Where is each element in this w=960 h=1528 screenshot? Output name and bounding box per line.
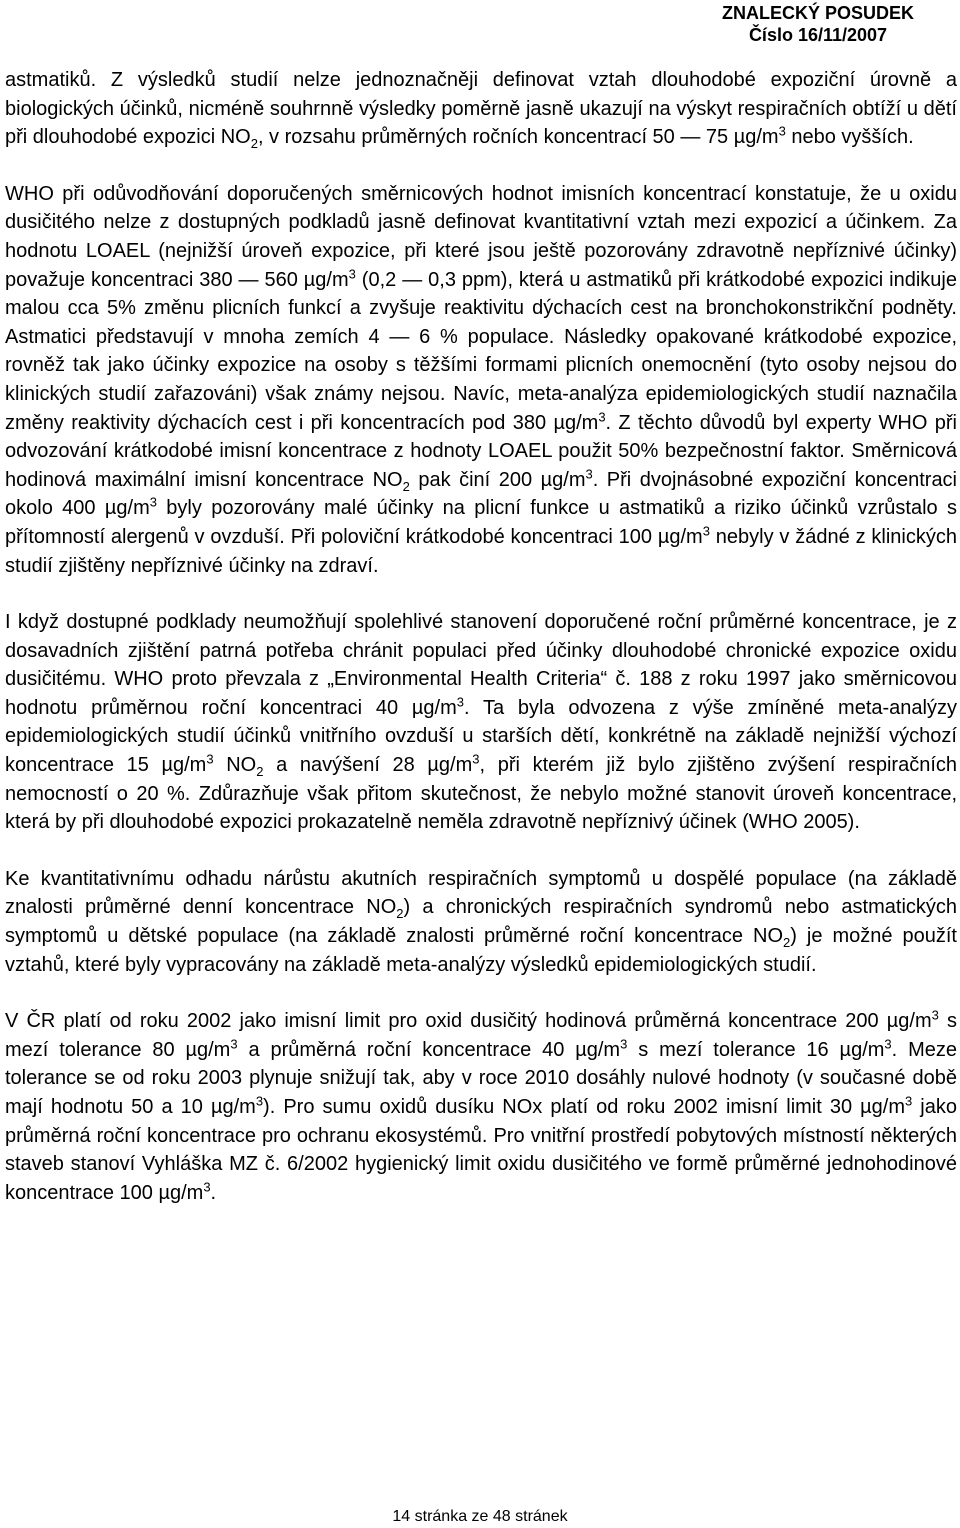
text-run: nebyly v žádné z klinických studií zjištěny nepříznivé účinky na zdraví.: [5, 525, 958, 577]
document-header: [722, 2, 914, 46]
superscript: 3: [255, 1093, 264, 1109]
subscript: 2: [256, 764, 264, 780]
paragraph-czech-limits: [5, 1007, 957, 1207]
paragraph-annual-concentration: [5, 608, 957, 837]
text-run: astmatiků. Z výsledků studií nelze jednoznačněji definovat vztah dlouhodobé expoziční úrovně a biologických účinků, nicméně souhrnně výsledky poměrně jasně ukazují na výskyt respiračních obtíží u dětí při dlouhodobé expozici NO: [5, 69, 957, 149]
paragraph-who-loael: [5, 180, 957, 580]
text-run: . Ta byla odvozena z výše zmíněné meta-analýzy epidemiologických studií účinků vnitřního ovzduší u starších dětí, konkrétně na základě nejnižší výchozí koncentrace 15 µg/m: [5, 696, 957, 777]
text-run: V ČR platí od roku 2002 jako imisní limit pro oxid dusičitý hodinová průměrná koncentrace 200 µg/m: [5, 1010, 932, 1033]
text-run: Ke kvantitativnímu odhadu nárůstu akutních respiračních symptomů u dospělé populace (na základě znalosti průměrné denní koncentrace NO: [5, 867, 957, 919]
text-run: .: [210, 1181, 217, 1204]
superscript: 3: [348, 265, 356, 281]
text-run: NO: [213, 754, 257, 777]
text-run: jako průměrná roční koncentrace pro ochranu ekosystémů. Pro vnitřní prostředí pobytových místností některých staveb stanoví Vyhláška MZ č. 6/2002 hygienický limit oxidu dusičitého ve formě průměrné jednohodinové koncentrace 100 µg/m: [5, 1096, 957, 1204]
paragraph-asthmatics-exposure: [5, 66, 957, 152]
text-run: nebo vyšších.: [785, 126, 914, 149]
text-run: I když dostupné podklady neumožňují spolehlivé stanovení doporučené roční průměrné koncentrace, je z dosavadních zjištění patrná potřeba chránit populaci před účinky dlouhodobé chronické expozice oxidu dusičitému. WHO proto převzala z „Environmental Health Criteria“ č. 188 z roku 1997 jako směrnicovou hodnotu průměrnou roční koncentraci 40 µg/m: [5, 611, 957, 719]
text-run: , při kterém již bylo zjištěno zvýšení respiračních nemocností o 20 %. Zdůrazňuje však přitom skutečnost, že nebylo možné stanovit úroveň koncentrace, která by při dlouhodobé expozici prokazatelně neměla zdravotně nepříznivý účinek (WHO 2005).: [5, 754, 957, 834]
document-number: Číslo 16/11/2007: [748, 25, 888, 45]
superscript: 3: [230, 1036, 238, 1052]
text-run: ). Pro sumu oxidů dusíku NOx platí od roku 2002 imisní limit 30 µg/m: [263, 1096, 906, 1118]
text-run: ) je možné použít vztahů, které byly vypracovány na základě meta-analýzy výsledků epidemiologických studií.: [5, 925, 957, 976]
text-run: , v rozsahu průměrných ročních koncentrací 50 — 75 µg/m: [257, 126, 779, 149]
text-run: s mezí tolerance 16 µg/m: [627, 1038, 885, 1061]
text-run: pak činí 200 µg/m: [409, 468, 586, 491]
superscript: 3: [620, 1036, 628, 1052]
superscript: 3: [884, 1036, 892, 1052]
superscript: 3: [778, 123, 786, 139]
subscript: 2: [396, 906, 404, 922]
superscript: 3: [456, 694, 464, 710]
document-body: [5, 66, 957, 1207]
text-run: (0,2 — 0,3 ppm), která u astmatiků při krátkodobé expozici indikuje malou cca 5% změnu plicních funkcí a zvyšuje reaktivitu dýchacích cest na bronchokonstrikční podněty. Astmatici představují v mnoha zemích 4 — 6 % populace. Následky opakované krátkodobé expozice, rovněž tak jako účinky expozice na osoby s těžšími formami plicních onemocnění (tyto osoby nejsou do klinických studií zařazováni) však známy nejsou. Navíc, meta-analýza epidemiologických studií naznačila změny reaktivity dýchacích cest i při koncentracích pod 380 µg/m: [5, 268, 957, 434]
superscript: 3: [702, 523, 710, 539]
superscript: 3: [203, 1179, 211, 1195]
subscript: 2: [402, 478, 410, 494]
document-title: ZNALECKÝ POSUDEK: [721, 3, 914, 23]
text-run: WHO při odůvodňování doporučených směrnicových hodnot imisních koncentrací konstatuje, že u oxidu dusičitého nelze z dostupných podkladů jasně definovat kvantitativní vztah mezi expozicí a účinkem. Za hodnotu LOAEL (nejnižší úroveň expozice, při které jsou ještě pozorovány zdravotně nepříznivé účinky) považuje koncentraci 380 — 560 µg/m: [5, 182, 957, 291]
paragraph-quantitative-estimate: [5, 865, 957, 979]
page-number-footer: 14 stránka ze 48 stránek: [392, 1508, 568, 1525]
superscript: 3: [585, 466, 593, 482]
text-run: a navýšení 28 µg/m: [263, 754, 473, 777]
text-run: a průměrná roční koncentrace 40 µg/m: [237, 1038, 621, 1061]
text-run: . Z těchto důvodů byl experty WHO při odvozování krátkodobé imisní koncentrace z hodnoty LOAEL použit 50% bezpečnostní faktor. Směrnicová hodinová maximální imisní koncentrace NO: [5, 411, 957, 491]
superscript: 3: [905, 1093, 913, 1109]
superscript: 3: [206, 751, 214, 767]
text-run: . Při dvojnásobné expoziční koncentraci okolo 400 µg/m: [5, 468, 958, 520]
text-run: ) a chronických respiračních syndromů nebo astmatických symptomů u dětské populace (na základě znalosti průměrné roční koncentrace NO: [5, 896, 958, 948]
superscript: 3: [149, 494, 157, 510]
subscript: 2: [250, 136, 258, 152]
text-run: s mezí tolerance 80 µg/m: [5, 1010, 957, 1061]
subscript: 2: [783, 935, 791, 951]
superscript: 3: [931, 1007, 939, 1023]
superscript: 3: [472, 751, 480, 767]
text-run: . Meze tolerance se od roku 2003 plynuje snižují tak, aby v roce 2010 dosáhly nulové hodnoty (v současné době mají hodnotu 50 a 10 µg/m: [5, 1038, 957, 1118]
superscript: 3: [598, 408, 606, 424]
text-run: byly pozorovány malé účinky na plicní funkce u astmatiků a riziko účinků vzrůstalo s přítomností alergenů v ovzduší. Při poloviční krátkodobé koncentraci 100 µg/m: [5, 497, 957, 548]
